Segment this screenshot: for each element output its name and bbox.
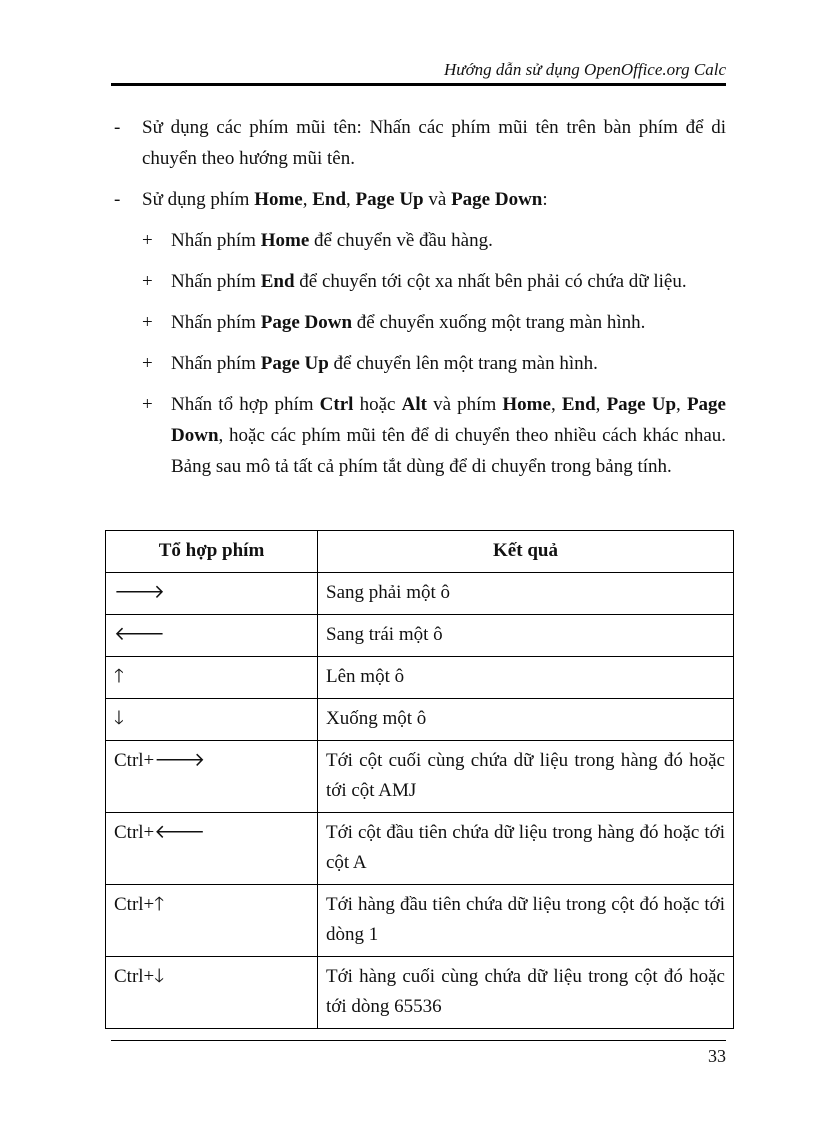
dash-mark: - <box>114 117 121 138</box>
column-header-key: Tổ hợp phím <box>106 531 318 573</box>
bullet-home-end-keys <box>111 184 726 215</box>
result-cell: Tới cột cuối cùng chứa dữ liệu trong hàng đó hoặc tới cột AMJ <box>318 741 734 813</box>
table-row <box>106 573 734 615</box>
key-cell: 🡑 <box>106 657 318 699</box>
column-header-result: Kết quả <box>318 531 734 573</box>
plus-mark: + <box>142 271 153 292</box>
sub-bullet-home <box>111 225 726 256</box>
key-cell: Ctrl+🡐 <box>106 813 318 885</box>
plus-mark: + <box>142 312 153 333</box>
shortcut-table <box>105 530 734 1029</box>
table-row <box>106 885 734 957</box>
key-cell: 🡓 <box>106 699 318 741</box>
bullet-arrow-keys <box>111 112 726 174</box>
key-cell: Ctrl+🡓 <box>106 957 318 1029</box>
table-row <box>106 813 734 885</box>
result-cell: Tới hàng cuối cùng chứa dữ liệu trong cột đó hoặc tới dòng 65536 <box>318 957 734 1029</box>
sub-bullet-end <box>111 266 726 297</box>
running-header: Hướng dẫn sử dụng OpenOffice.org Calc <box>444 60 726 79</box>
table-row <box>106 699 734 741</box>
table-row <box>106 657 734 699</box>
sub-bullet-combinations <box>111 389 726 482</box>
result-cell: Lên một ô <box>318 657 734 699</box>
table-row <box>106 615 734 657</box>
key-cell: Ctrl+🡑 <box>106 885 318 957</box>
result-cell: Tới cột đầu tiên chứa dữ liệu trong hàng đó hoặc tới cột A <box>318 813 734 885</box>
table-header-row <box>106 531 734 573</box>
result-cell: Sang phải một ô <box>318 573 734 615</box>
sub-bullet-text: Nhấn phím Home để chuyển về đầu hàng. <box>171 230 493 251</box>
dash-mark: - <box>114 189 121 210</box>
sub-bullet-text: Nhấn phím Page Down để chuyển xuống một trang màn hình. <box>171 312 646 333</box>
plus-mark: + <box>142 230 153 251</box>
footer-rule <box>111 1040 726 1041</box>
body-content <box>111 112 726 492</box>
result-cell: Xuống một ô <box>318 699 734 741</box>
header-rule <box>111 83 726 86</box>
table-row <box>106 741 734 813</box>
key-cell: 🡒 <box>106 573 318 615</box>
sub-bullet-page-up <box>111 348 726 379</box>
sub-bullet-text: Nhấn phím Page Up để chuyển lên một trang màn hình. <box>171 353 598 374</box>
plus-mark: + <box>142 353 153 374</box>
sub-bullet-text: Nhấn phím End để chuyển tới cột xa nhất bên phải có chứa dữ liệu. <box>171 271 687 292</box>
bullet-text: Sử dụng phím Home, End, Page Up và Page Down: <box>142 189 548 210</box>
bullet-text: Sử dụng các phím mũi tên: Nhấn các phím mũi tên trên bàn phím để di chuyển theo hướng mũi tên. <box>142 117 726 169</box>
key-cell: Ctrl+🡒 <box>106 741 318 813</box>
page-number: 33 <box>708 1046 726 1066</box>
sub-bullet-text: Nhấn tổ hợp phím Ctrl hoặc Alt và phím Home, End, Page Up, Page Down, hoặc các phím mũi tên để di chuyển theo nhiều cách khác nhau. Bảng sau mô tả tất cả phím tắt dùng để di chuyển trong bảng tính. <box>171 394 726 477</box>
sub-bullet-page-down <box>111 307 726 338</box>
plus-mark: + <box>142 394 153 415</box>
key-cell: 🡐 <box>106 615 318 657</box>
result-cell: Sang trái một ô <box>318 615 734 657</box>
result-cell: Tới hàng đầu tiên chứa dữ liệu trong cột đó hoặc tới dòng 1 <box>318 885 734 957</box>
table-row <box>106 957 734 1029</box>
